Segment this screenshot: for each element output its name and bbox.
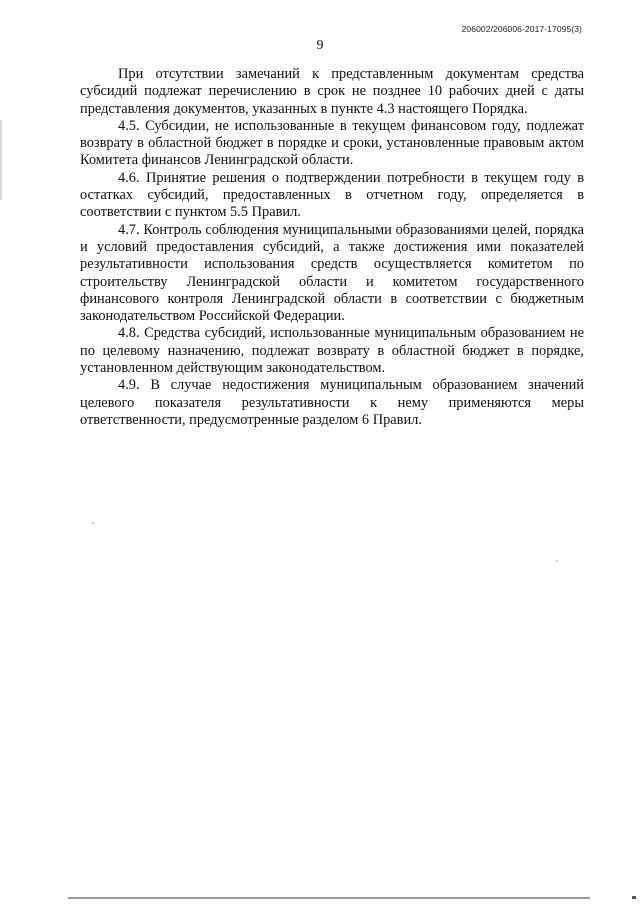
scan-speck [92,522,94,524]
paragraph-4-4-continuation: При отсутствии замечаний к представленным документам средства субсидий подлежат перечислению в срок не позднее 10 рабочих дней с даты представления документов, указанных в пункте 4.3 настоящего Порядка. [80,66,584,117]
paragraph-4-7: 4.7. Контроль соблюдения муниципальными образованиями целей, порядка и условий предоставления субсидий, а также достижения ими показателей результативности использования средств осуществляется комитетом по строительству Ленинградской области и комитетом государственного финансового контроля Ленинградской области в соответствии с бюджетным законодательством Российской Федерации. [80,221,584,325]
page-number: 9 [316,38,324,53]
document-code: 206002/206006-2017-17095(3) [461,24,582,34]
paragraph-4-5: 4.5. Субсидии, не использованные в текущем финансовом году, подлежат возврату в областной бюджет в порядке и сроки, установленные правовым актом Комитета финансов Ленинградской области. [80,117,584,169]
scan-bottom-edge [68,897,590,899]
scan-edge-mark [0,120,2,200]
paragraph-4-8: 4.8. Средства субсидий, использованные муниципальным образованием не по целевому назначению, подлежат возврату в областной бюджет в порядке, установленном действующим законодательством. [80,325,584,377]
scan-speck [556,560,558,562]
paragraph-4-6: 4.6. Принятие решения о подтверждении потребности в текущем году в остатках субсидий, предоставленных в отчетном году, определяется в соответствии с пунктом 5.5 Правил. [80,169,584,221]
document-body [80,66,584,429]
paragraph-4-9: 4.9. В случае недостижения муниципальным образованием значений целевого показателя результативности к нему применяются меры ответственности, предусмотренные разделом 6 Правил. [80,377,584,428]
scan-corner-mark [632,896,636,899]
